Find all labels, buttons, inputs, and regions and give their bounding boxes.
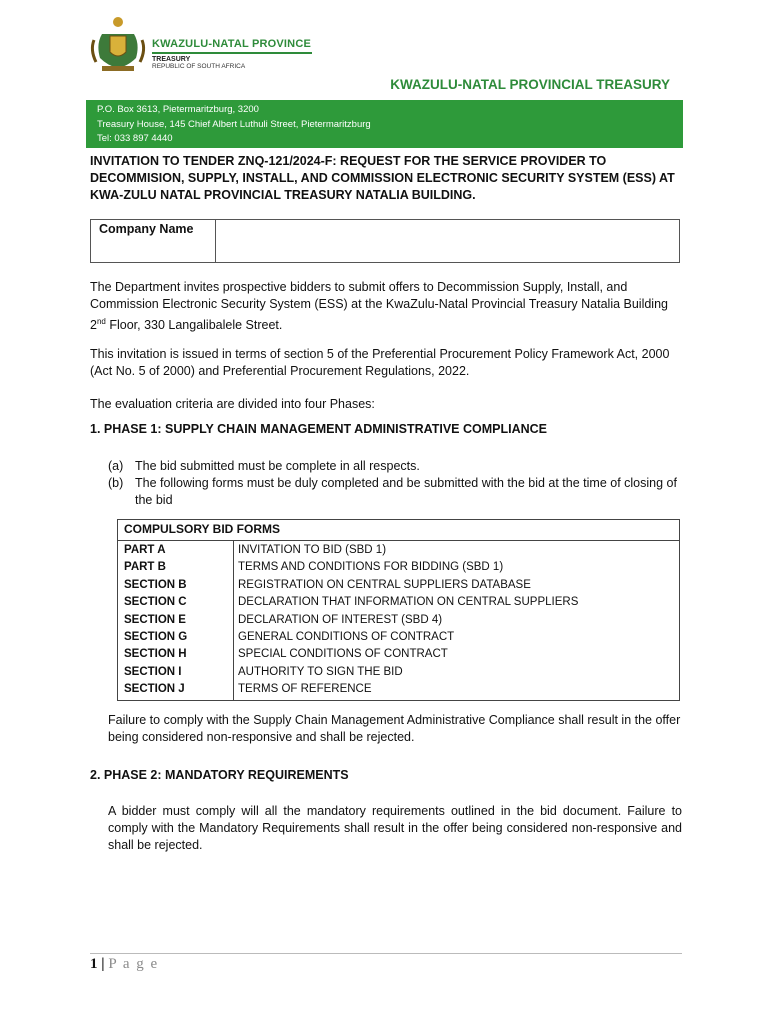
form-description: GENERAL CONDITIONS OF CONTRACT (238, 630, 455, 643)
address-line: P.O. Box 3613, Pietermaritzburg, 3200 (97, 104, 259, 115)
address-line: Treasury House, 145 Chief Albert Luthuli Street, Pietermaritzburg (97, 118, 371, 130)
page-label: P a g e (108, 956, 159, 972)
coat-of-arms-logo (88, 14, 148, 74)
form-description: INVITATION TO BID (SBD 1) (238, 544, 387, 556)
form-description: TERMS OF REFERENCE (238, 683, 372, 696)
phase2-heading: 2. PHASE 2: MANDATORY REQUIREMENTS (90, 768, 349, 782)
form-part: SECTION C (124, 596, 187, 609)
form-description: SPECIAL CONDITIONS OF CONTRACT (238, 648, 448, 661)
organisation-title: KWAZULU-NATAL PROVINCIAL TREASURY (390, 77, 670, 92)
footer-separator: | (101, 956, 105, 972)
form-part: SECTION B (124, 578, 187, 591)
form-description: DECLARATION THAT INFORMATION ON CENTRAL SUPPLIERS (238, 596, 579, 609)
phase1-note: Failure to comply with the Supply Chain Management Administrative Compliance shall result in the offer being considered non-responsive and shall be rejected. (108, 713, 681, 744)
phase1-list (108, 458, 682, 509)
address-line: Tel: 033 897 4440 (97, 133, 173, 144)
intro-paragraph (90, 279, 682, 334)
company-name-label: Company Name (91, 220, 216, 262)
address-banner (86, 100, 683, 148)
ordinal-suffix: nd (96, 317, 106, 326)
forms-part-column (118, 541, 234, 700)
list-marker: (a) (108, 459, 124, 473)
form-description: DECLARATION OF INTEREST (SBD 4) (238, 613, 443, 626)
compulsory-bid-forms-table (117, 519, 680, 701)
form-part: SECTION G (124, 630, 188, 643)
logo-rule (152, 52, 312, 54)
page-footer (90, 953, 682, 973)
forms-table-title: COMPULSORY BID FORMS (118, 520, 679, 541)
form-part: PART B (124, 561, 166, 574)
form-part: SECTION H (124, 648, 187, 661)
company-name-field[interactable] (216, 220, 679, 262)
list-item (108, 458, 682, 475)
list-item (108, 475, 682, 509)
logo-department: TREASURY (152, 56, 191, 63)
form-part: SECTION E (124, 613, 186, 626)
phase2-paragraph: A bidder must comply will all the mandatory requirements outlined in the bid document. Failure to comply with the Mandatory Requirements shall result in the offer being considered non-responsive and shall be rejected. (108, 804, 682, 852)
form-description: AUTHORITY TO SIGN THE BID (238, 665, 403, 678)
legal-basis-paragraph: This invitation is issued in terms of section 5 of the Preferential Procurement Policy Framework Act, 2000 (Act No. 5 of 2000) and Preferential Procurement Regulations, 2022. (90, 347, 670, 378)
logo-country: REPUBLIC OF SOUTH AFRICA (152, 63, 246, 70)
intro-text: The Department invites prospective bidders to submit offers to Decommission Supply, Install, and Commission Electronic Security System (ESS) at the KwaZulu-Natal Provincial Treasury Natalia Building 2 (90, 280, 668, 333)
form-part: SECTION J (124, 683, 185, 696)
form-part: SECTION I (124, 665, 182, 678)
logo-wordmark (152, 38, 312, 70)
logo-province: KWAZULU-NATAL PROVINCE (152, 38, 312, 50)
tender-title: INVITATION TO TENDER ZNQ-121/2024-F: REQUEST FOR THE SERVICE PROVIDER TO DECOMMISION, SUPPLY, INSTALL, AND COMMISSION ELECTRONIC SECURITY SYSTEM (ESS) AT KWA-ZULU NATAL PROVINCIAL TREASURY NATALIA BUILDING. (90, 154, 675, 202)
list-text: The following forms must be duly completed and be submitted with the bid at the time of closing of the bid (135, 476, 677, 507)
forms-description-column (234, 541, 679, 700)
form-part: PART A (124, 544, 166, 556)
criteria-paragraph: The evaluation criteria are divided into four Phases: (90, 397, 375, 411)
list-marker: (b) (108, 476, 124, 490)
form-description: TERMS AND CONDITIONS FOR BIDDING (SBD 1) (238, 561, 504, 574)
phase1-heading: 1. PHASE 1: SUPPLY CHAIN MANAGEMENT ADMINISTRATIVE COMPLIANCE (90, 422, 547, 436)
form-description: REGISTRATION ON CENTRAL SUPPLIERS DATABASE (238, 578, 531, 591)
page-number: 1 (90, 956, 98, 972)
company-name-table (90, 219, 680, 263)
list-text: The bid submitted must be complete in all respects. (135, 459, 420, 473)
intro-text-end: Floor, 330 Langalibalele Street. (105, 318, 283, 333)
